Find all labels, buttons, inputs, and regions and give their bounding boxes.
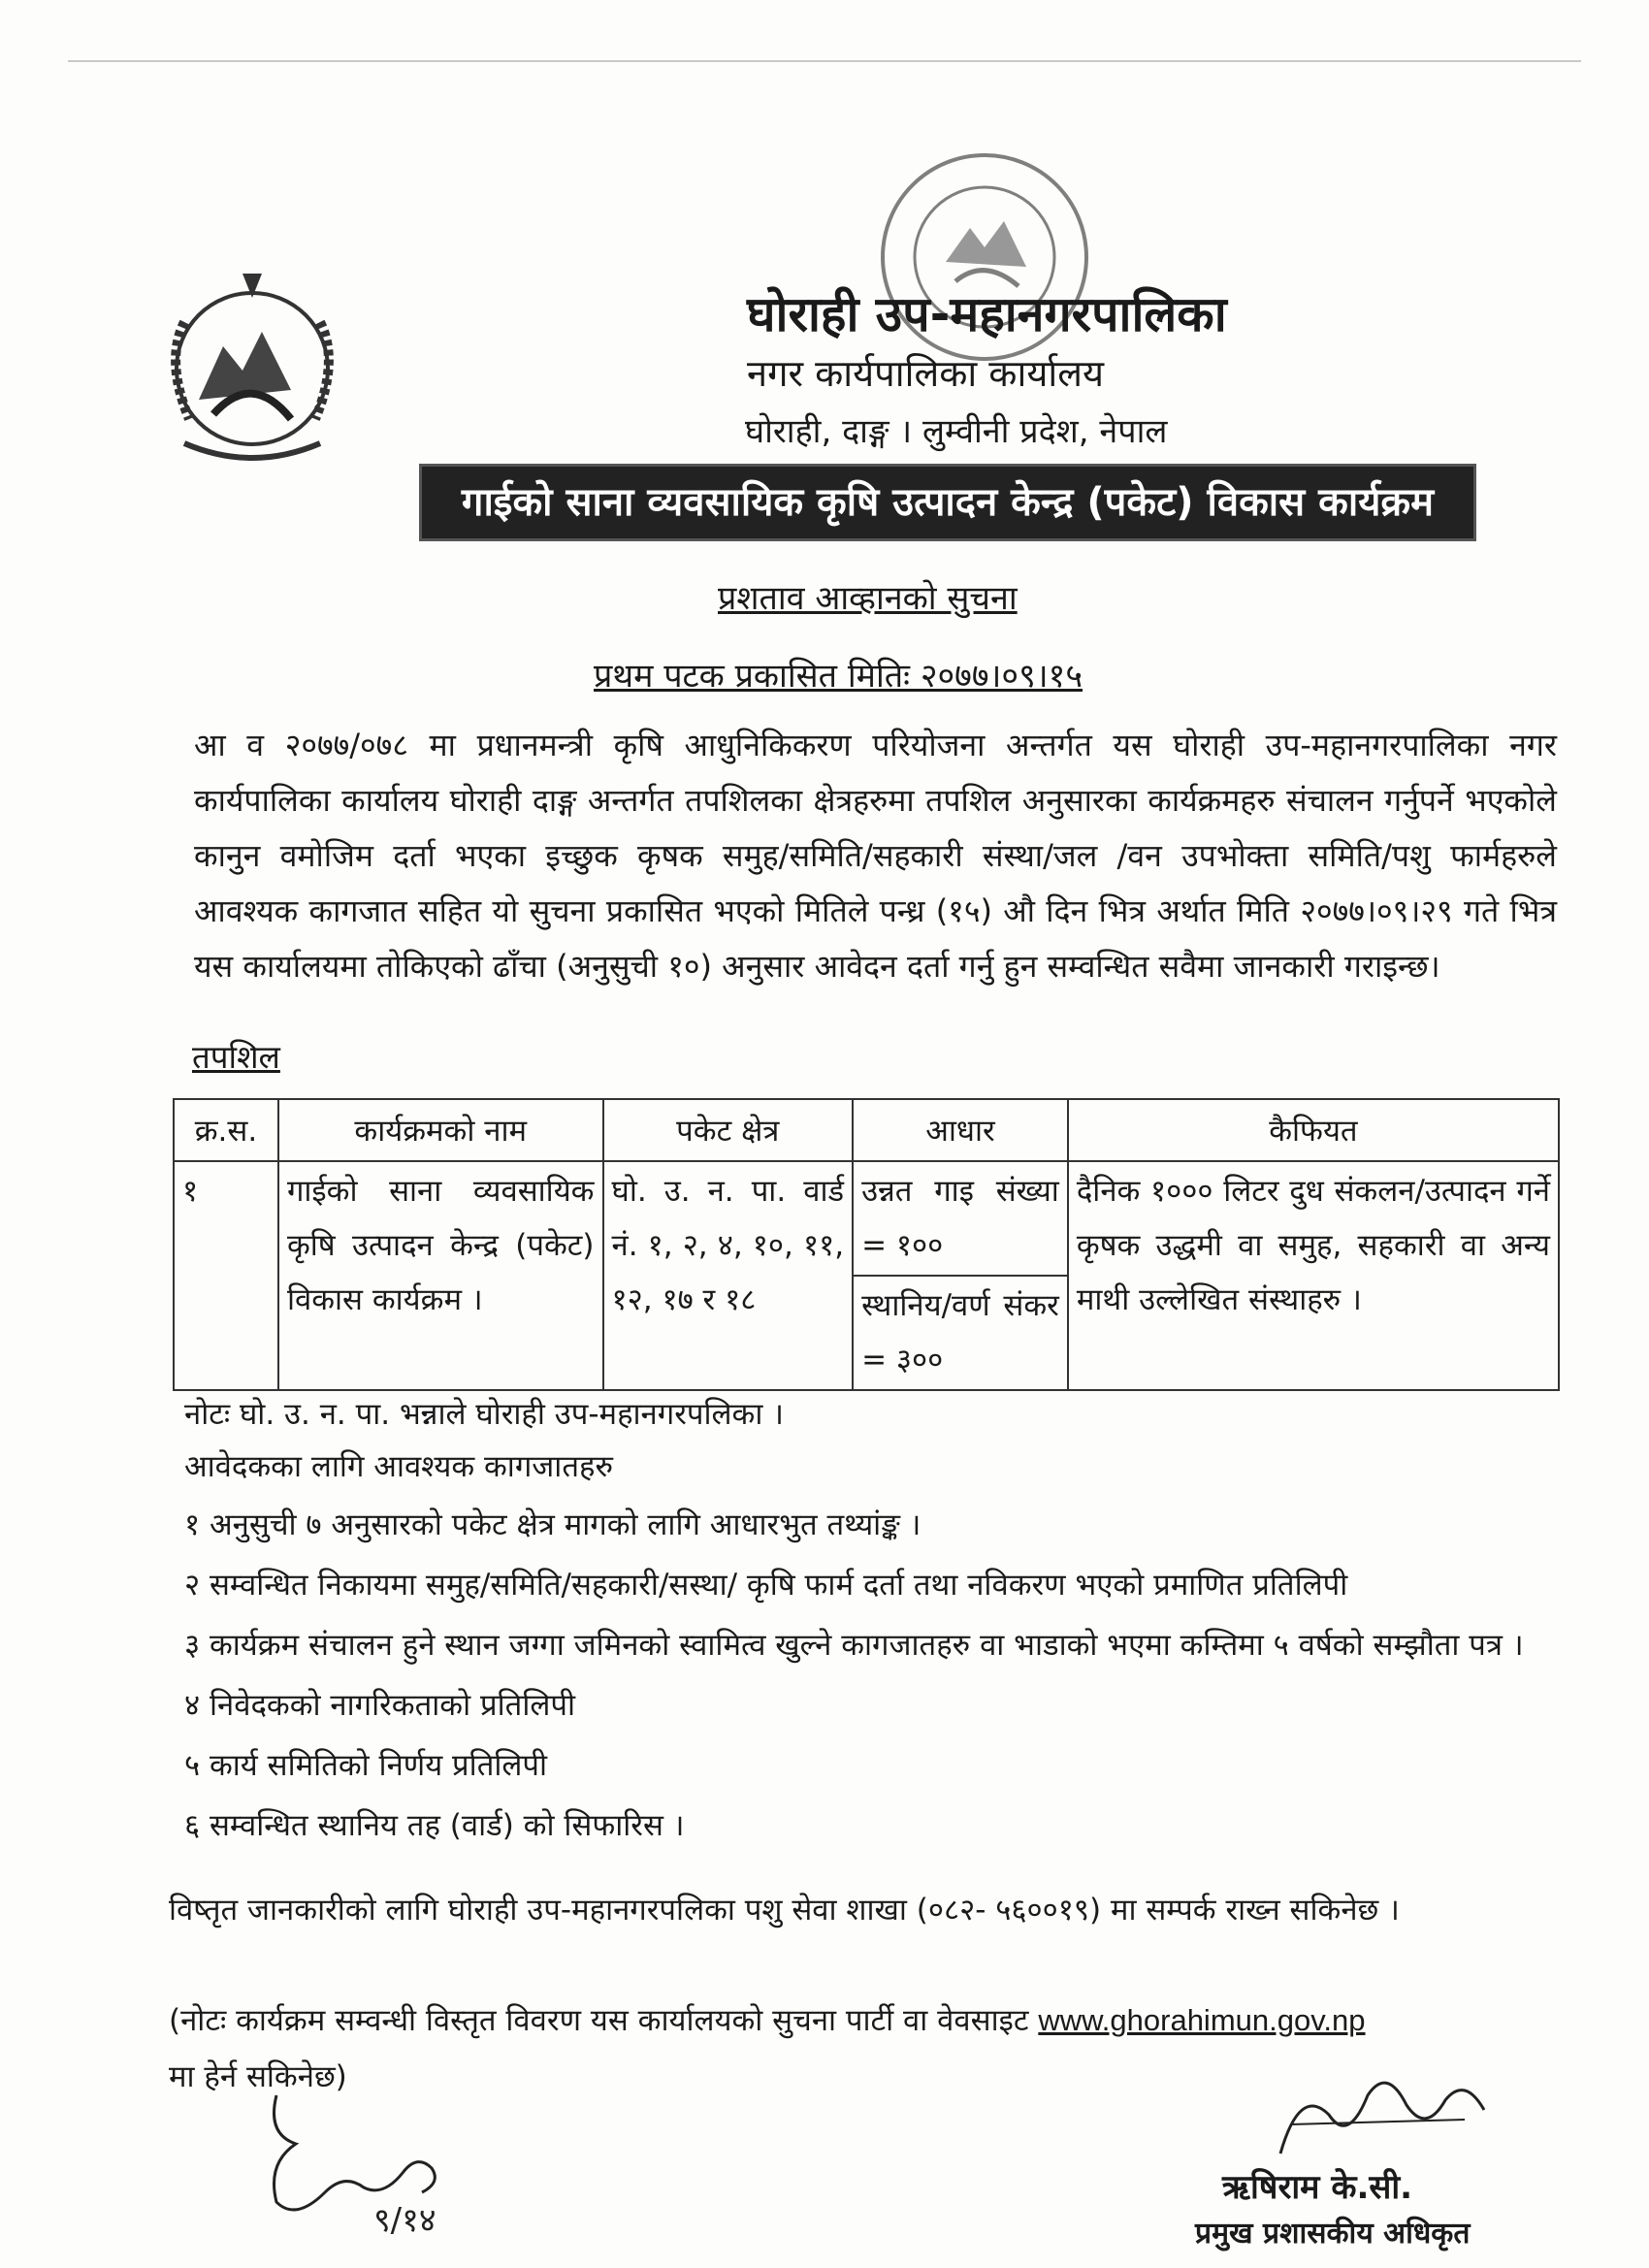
office-name: नगर कार्यपालिका कार्यालय bbox=[747, 352, 1105, 395]
org-name: घोराही उप-महानगरपालिका bbox=[747, 286, 1227, 342]
cell-area: घो. उ. न. पा. वार्ड नं. १, २, ४, १०, ११, १२, १७ र १८ bbox=[603, 1161, 854, 1390]
cell-basis bbox=[853, 1161, 1068, 1390]
contact-info: विष्तृत जानकारीको लागि घोराही उप-महानगरपलिका पशु सेवा शाखा (०८२- ५६००१९) मा सम्पर्क राख्न सकिनेछ । bbox=[169, 1893, 1400, 1928]
requirements-list bbox=[184, 1498, 1562, 1859]
list-item: ४ निवेदकको नागरिकताको प्रतिलिपी bbox=[184, 1688, 576, 1723]
header-area: पकेट क्षेत्र bbox=[603, 1099, 854, 1161]
header-basis: आधार bbox=[853, 1099, 1068, 1161]
officer-title: प्रमुख प्रशासकीय अधिकृत bbox=[1195, 2217, 1471, 2251]
table-header-row bbox=[174, 1099, 1559, 1161]
website-note-prefix: (नोटः कार्यक्रम सम्वन्धी विस्तृत विवरण यस कार्यालयको सुचना पार्टी वा वेवसाइट bbox=[169, 2003, 1029, 2038]
website-note-suffix: मा हेर्न सकिनेछ) bbox=[169, 2059, 347, 2094]
top-rule bbox=[68, 60, 1581, 62]
cell-program: गाईको साना व्यवसायिक कृषि उत्पादन केन्द्र (पकेट) विकास कार्यक्रम । bbox=[278, 1161, 603, 1390]
basis-line-2: स्थानिय/वर्ण संकर = ३०० bbox=[861, 1288, 1059, 1377]
list-item: २ सम्वन्धित निकायमा समुह/समिति/सहकारी/सस्था/ कृषि फार्म दर्ता तथा नविकरण भएको प्रमाणित प्रतिलिपी bbox=[184, 1568, 1348, 1603]
list-item: ६ सम्वन्धित स्थानिय तह (वार्ड) को सिफारिस । bbox=[184, 1808, 685, 1843]
website-link[interactable]: www.ghorahimun.gov.np bbox=[1038, 2003, 1366, 2037]
requirements-title: आवेदकका लागि आवश्यक कागजातहरु bbox=[184, 1449, 613, 1484]
header-program: कार्यक्रमको नाम bbox=[278, 1099, 603, 1161]
program-banner: गाईको साना व्यवसायिक कृषि उत्पादन केन्द्र (पकेट) विकास कार्यक्रम bbox=[419, 464, 1476, 541]
office-address: घोराही, दाङ्ग । लुम्वीनी प्रदेश, नेपाल bbox=[745, 412, 1168, 451]
abbreviation-note: नोटः घो. उ. न. पा. भन्नाले घोराही उप-महानगरपलिका । bbox=[184, 1397, 784, 1432]
publish-date: प्रथम पटक प्रकासित मितिः २०७७।०९।१५ bbox=[594, 657, 1083, 696]
details-label: तपशिल bbox=[192, 1038, 280, 1076]
signature-date: ९/१४ bbox=[373, 2201, 436, 2240]
list-item: ३ कार्यक्रम संचालन हुने स्थान जग्गा जमिनको स्वामित्व खुल्ने कागजातहरु वा भाडाको भएमा कम्तिमा ५ वर्षको सम्झौता पत्र । bbox=[184, 1628, 1524, 1663]
basis-line-1: उन्नत गाइ संख्या = १०० bbox=[854, 1162, 1067, 1277]
header-sn: क्र.स. bbox=[174, 1099, 278, 1161]
nepal-emblem-icon bbox=[146, 254, 359, 468]
table-row bbox=[174, 1161, 1559, 1390]
notice-title: प्रशताव आव्हानको सुचना bbox=[718, 579, 1018, 618]
officer-name: ऋषिराम के.सी. bbox=[1222, 2168, 1413, 2207]
cell-remarks: दैनिक १००० लिटर दुध संकलन/उत्पादन गर्ने कृषक उद्धमी वा समुह, सहकारी वा अन्य माथी उल्लेखित संस्थाहरु । bbox=[1068, 1161, 1559, 1390]
program-table bbox=[173, 1098, 1560, 1391]
list-item: ५ कार्य समितिको निर्णय प्रतिलिपी bbox=[184, 1748, 548, 1783]
list-item: १ अनुसुची ७ अनुसारको पकेट क्षेत्र मागको लागि आधारभुत तथ्यांङ्क । bbox=[184, 1507, 922, 1542]
body-paragraph: आ व २०७७/०७८ मा प्रधानमन्त्री कृषि आधुनिकिकरण परियोजना अन्तर्गत यस घोराही उप-महानगरपालिका नगर कार्यपालिका कार्यालय घोराही दाङ्ग अन्तर्गत तपशिलका क्षेत्रहरुमा तपशिल अनुसारका कार्यक्रमहरु संचालन गर्नुपर्ने भएकोले कानुन वमोजिम दर्ता भएका इच्छुक कृषक समुह/समिति/सहकारी संस्था/जल /वन उपभोक्ता समिति/पशु फार्महरुले आवश्यक कागजात सहित यो सुचना प्रकासित भएको मितिले पन्ध्र (१५) औ दिन भित्र अर्थात मिति २०७७।०९।२९ गते भित्र यस कार्यालयमा तोकिएको ढाँचा (अनुसुची १०) अनुसार आवेदन दर्ता गर्नु हुन सम्वन्धित सवैमा जानकारी गराइन्छ। bbox=[194, 727, 1557, 985]
header-remarks: कैफियत bbox=[1068, 1099, 1559, 1161]
signature-left-icon bbox=[257, 2076, 470, 2241]
cell-sn: १ bbox=[174, 1161, 278, 1390]
